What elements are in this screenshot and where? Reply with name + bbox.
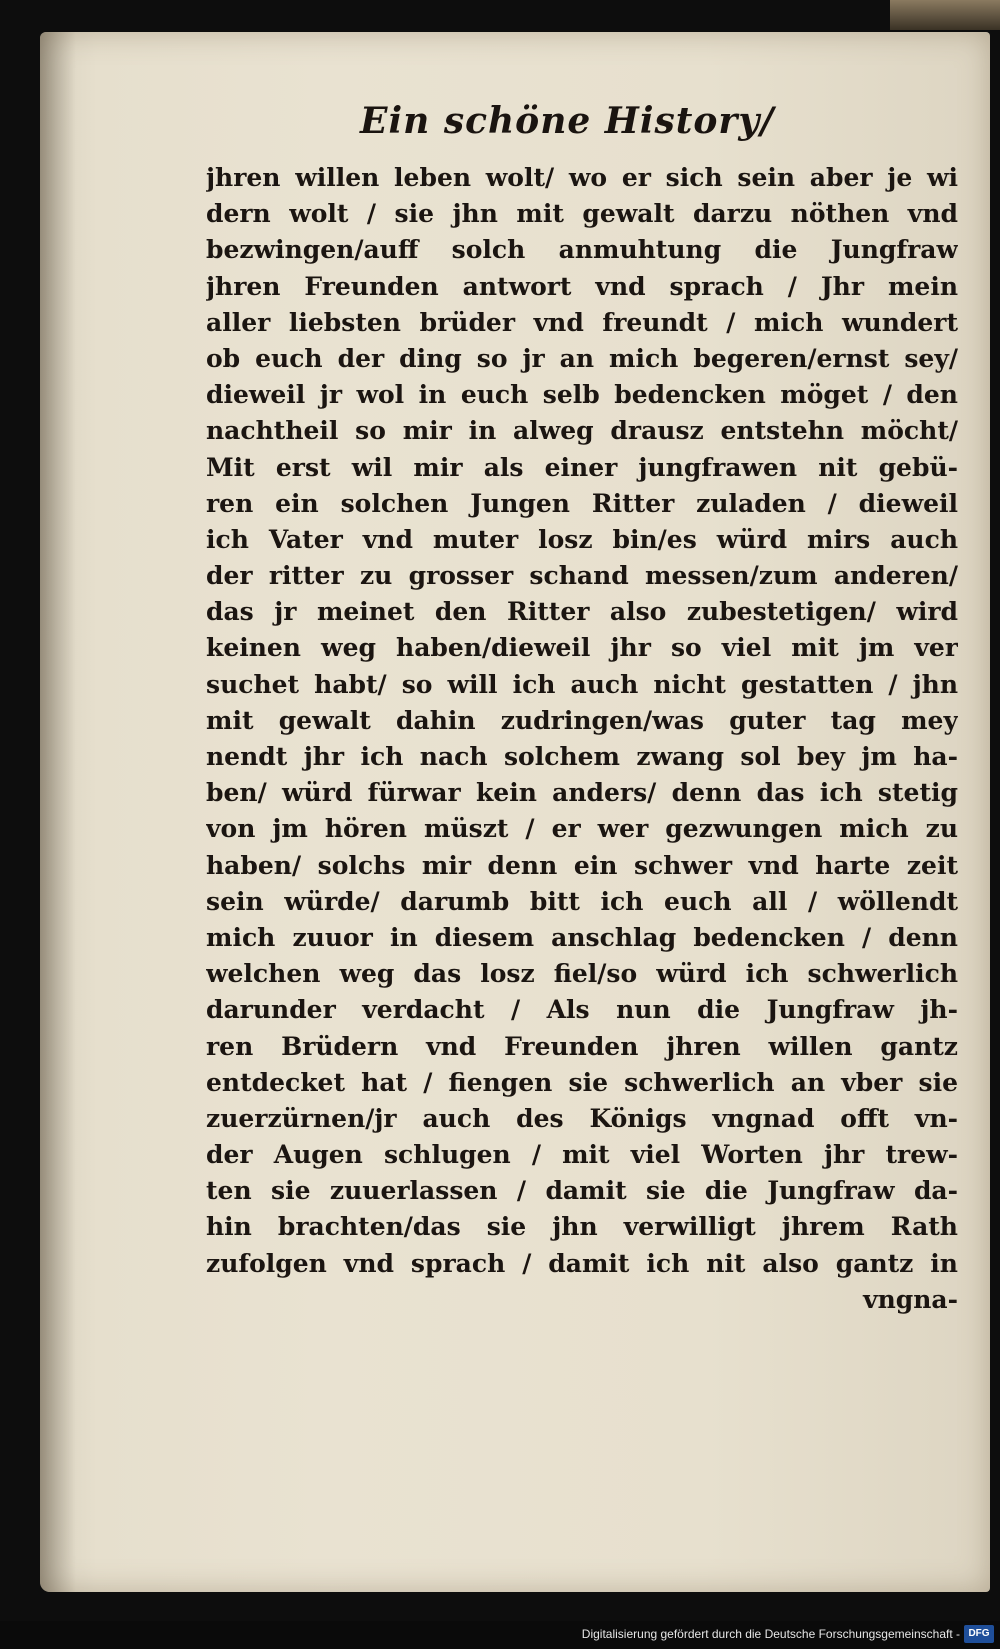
text-line: jhren willen leben wolt/ wo er sich sein aber je wi xyxy=(206,163,958,192)
torn-page-edge xyxy=(890,0,1000,30)
text-line: dieweil jr wol in euch selb bedencken möget / den xyxy=(206,380,958,410)
body-text xyxy=(206,160,958,1318)
text-line: nendt jhr ich nach solchem zwang sol bey jm ha- xyxy=(206,742,958,771)
text-line: bezwingen/auff solch anmuhtung die Jungfraw xyxy=(206,235,958,265)
page-title: Ein schöne History/ xyxy=(360,100,775,142)
catchword: vngna- xyxy=(863,1284,958,1314)
text-line: ob euch der ding so jr an mich begeren/ernst sey/ xyxy=(206,343,958,373)
text-line: haben/ solchs mir denn ein schwer vnd harte zeit xyxy=(206,850,958,880)
text-line: der Augen schlugen / mit viel Worten jhr trew- xyxy=(206,1140,958,1170)
text-line: sein würde/ darumb bitt ich euch all / wöllendt xyxy=(206,886,958,916)
text-line: entdecket hat / fiengen sie schwerlich an vber sie xyxy=(206,1067,958,1097)
funding-notice: Digitalisierung gefördert durch die Deutsche Forschungsgemeinschaft - xyxy=(581,1627,960,1641)
text-line: nachtheil so mir in alweg drausz entstehn möcht/ xyxy=(206,416,958,446)
text-line: das jr meinet den Ritter also zubestetigen/ wird xyxy=(206,597,958,627)
text-line: ren ein solchen Jungen Ritter zuladen / dieweil xyxy=(206,488,958,518)
text-line: ich Vater vnd muter losz bin/es würd mirs auch xyxy=(206,524,958,554)
text-line: mich zuuor in diesem anschlag bedencken / denn xyxy=(206,922,958,952)
dfg-logo: DFG xyxy=(964,1625,994,1643)
text-line: suchet habt/ so will ich auch nicht gestatten / jhn xyxy=(206,669,958,699)
text-line: hin brachten/das sie jhn verwilligt jhrem Rath xyxy=(206,1212,958,1242)
text-line: ten sie zuuerlassen / damit sie die Jungfraw da- xyxy=(206,1176,958,1206)
text-line: Mit erst wil mir als einer jungfrawen nit gebü- xyxy=(206,452,958,482)
text-line: aller liebsten brüder vnd freundt / mich wundert xyxy=(206,307,958,337)
text-line: keinen weg haben/dieweil jhr so viel mit jm ver xyxy=(206,633,958,663)
text-line: dern wolt / sie jhn mit gewalt darzu nöthen vnd xyxy=(206,199,958,229)
text-line: ren Brüdern vnd Freunden jhren willen gantz xyxy=(206,1031,958,1061)
text-line: zufolgen vnd sprach / damit ich nit also gantz in xyxy=(206,1248,958,1278)
text-line: von jm hören müszt / er wer gezwungen mich zu xyxy=(206,814,958,844)
text-line: zuerzürnen/jr auch des Königs vngnad offt vn- xyxy=(206,1103,958,1133)
text-line: der ritter zu grosser schand messen/zum anderen/ xyxy=(206,561,958,591)
text-line: ben/ würd fürwar kein anders/ denn das ich stetig xyxy=(206,778,958,808)
gutter-shadow xyxy=(40,32,76,1592)
footer-bar xyxy=(0,1621,1000,1649)
text-line: jhren Freunden antwort vnd sprach / Jhr mein xyxy=(206,271,958,301)
text-line: welchen weg das losz fiel/so würd ich schwerlich xyxy=(206,959,958,989)
text-line: darunder verdacht / Als nun die Jungfraw jh- xyxy=(206,995,958,1025)
text-line: mit gewalt dahin zudringen/was guter tag mey xyxy=(206,705,958,735)
